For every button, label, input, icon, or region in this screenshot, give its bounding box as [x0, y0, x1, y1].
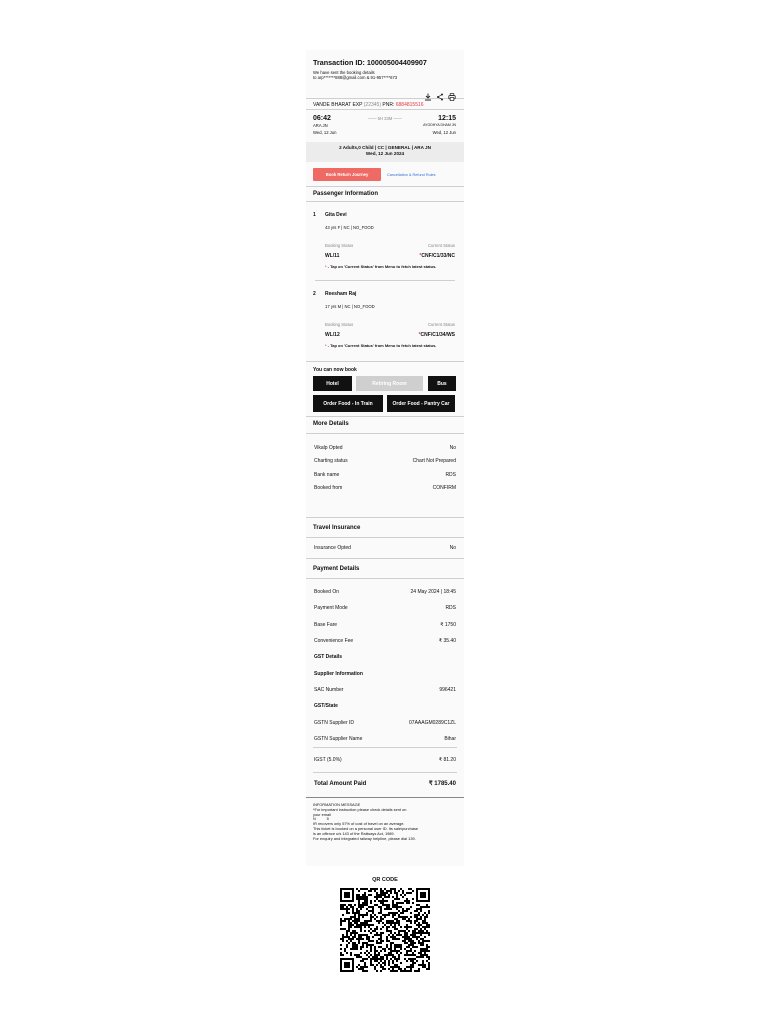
detail-label: Vikalp Opted	[314, 444, 343, 451]
info-line: IR recovers only 57% of cost of travel on an average.	[313, 821, 405, 827]
sac-label: SAC Number	[314, 686, 344, 693]
gst-details-heading	[306, 649, 464, 665]
gstn-name-row	[306, 731, 464, 747]
payment-value: ₹ 35.40	[438, 638, 456, 645]
download-icon[interactable]	[424, 88, 432, 96]
payment-label: Convenience Fee	[314, 638, 354, 645]
print-icon[interactable]	[448, 88, 456, 96]
status-note-text: - Tap on 'Current Status' from Menu to fetch latest status.	[327, 264, 437, 269]
info-line: INFORMATION MESSAGE	[313, 801, 361, 807]
info-line: is an offence u/s 143 of the Railways Act, 1989.	[313, 830, 395, 836]
sent-line-1: We have sent the booking details	[313, 70, 375, 75]
current-status-value: CNF/C1/34/WS	[420, 332, 455, 338]
train-number: (22345)	[363, 102, 381, 108]
total-label: Total Amount Paid	[314, 781, 367, 788]
order-food-train-button[interactable]: Order Food - In Train	[313, 395, 383, 412]
arrival-date: Wed, 12 Jun	[432, 130, 456, 135]
journey-summary	[306, 142, 464, 162]
detail-label: Booked from	[314, 485, 343, 492]
detail-label: Bank name	[314, 471, 340, 478]
train-row	[306, 99, 464, 109]
current-status-label: Current Status	[428, 322, 455, 327]
info-line: N 5	[313, 816, 329, 822]
current-status-label: Current Status	[428, 243, 455, 248]
hotel-button[interactable]: Hotel	[313, 376, 352, 391]
detail-value: Chart Not Prepared	[412, 458, 456, 465]
supplier-info-label: Supplier Information	[314, 670, 363, 677]
gstn-id-row	[306, 714, 464, 730]
order-food-pantry-button[interactable]: Order Food - Pantry Car	[387, 395, 455, 412]
passenger-section-header	[306, 187, 464, 201]
passenger-index: 2	[313, 291, 316, 297]
duration: —— 5H 33M ——	[368, 116, 402, 121]
payment-value: 24 May 2024 | 18:45	[410, 589, 456, 596]
passenger-details: 43 yrs F | NC | NO_FOOD	[325, 225, 374, 230]
passengers-title: Passenger Information	[313, 191, 379, 197]
share-icon[interactable]	[436, 88, 444, 96]
info-line: For enquiry and integrated railway helpline, please dial 139.	[313, 835, 416, 841]
cancellation-link[interactable]: Cancellation & Refund Rules	[387, 173, 436, 177]
total-row	[306, 773, 464, 797]
supplier-info-heading	[306, 665, 464, 681]
passenger-card	[306, 202, 464, 280]
gstn-name-value: Bihar	[444, 735, 456, 742]
book-return-button[interactable]: Book Return Journey	[313, 168, 381, 181]
sac-row	[306, 682, 464, 698]
summary-line-2: Wed, 12 Jun 2024	[365, 151, 405, 156]
insurance-title: Travel Insurance	[313, 525, 361, 531]
gstn-id-label: GSTN Supplier ID	[314, 719, 355, 726]
payment-row	[306, 584, 464, 600]
payment-header	[306, 559, 464, 578]
qr-title: QR CODE	[372, 877, 398, 883]
gstn-id-value: 07AAAGM0289C1ZL	[409, 719, 456, 726]
igst-label: IGST (5.0%)	[314, 756, 342, 763]
passenger-name: Reesham Raj	[325, 291, 357, 297]
arrival-time: 12:15	[438, 115, 456, 122]
payment-title: Payment Details	[313, 566, 360, 572]
to-station: AYODHYA DHAM JN	[423, 123, 456, 127]
sac-value: 996421	[439, 686, 456, 693]
departure-time: 06:42	[313, 115, 331, 122]
status-note: * - Tap on 'Current Status' from Menu to fetch latest status.	[325, 264, 437, 269]
book-now-section	[306, 362, 464, 416]
detail-row	[306, 455, 464, 469]
passenger-name: Gita Devi	[325, 212, 347, 218]
booking-status: WL/11	[325, 253, 340, 259]
info-line: *For important instruction please check details sent on	[313, 806, 407, 812]
booking-status: WL/12	[325, 332, 340, 338]
book-now-title: You can now book	[313, 367, 357, 373]
payment-list	[306, 579, 464, 747]
more-details-list	[306, 434, 464, 517]
igst-value: ₹ 81.20	[438, 756, 456, 763]
detail-row	[306, 482, 464, 496]
total-value: ₹ 1785.40	[428, 781, 456, 788]
status-note-text: - Tap on 'Current Status' from Menu to fetch latest status.	[327, 343, 437, 348]
bus-button[interactable]: Bus	[428, 376, 456, 391]
gstn-name-label: GSTN Supplier Name	[314, 735, 363, 742]
detail-value: No	[449, 444, 456, 451]
ticket-actions-row	[306, 86, 464, 98]
insurance-value: No	[449, 545, 456, 551]
train-name: VANDE BHARAT EXP	[313, 102, 363, 108]
more-details-title: More Details	[313, 421, 349, 427]
current-status[interactable]: *CNF/C1/33/NC	[419, 253, 455, 259]
current-status-value: CNF/C1/33/NC	[421, 253, 455, 259]
payment-label: Booked On	[314, 589, 340, 596]
qr-section	[340, 877, 430, 977]
pnr-number: 6884815516	[395, 102, 424, 108]
current-status[interactable]: *CNF/C1/34/WS	[418, 332, 455, 338]
payment-value: RDS	[445, 605, 456, 612]
ticket-card	[306, 50, 464, 866]
info-line: your email	[313, 811, 331, 817]
passenger-index: 1	[313, 212, 316, 218]
gst-state-heading	[306, 698, 464, 714]
detail-row	[306, 441, 464, 455]
departure-date: Wed, 12 Jun	[313, 130, 337, 135]
pnr-label: PNR:	[382, 102, 395, 108]
insurance-label: Insurance Opted	[314, 545, 351, 551]
return-row	[306, 162, 464, 186]
payment-label: Base Fare	[314, 621, 338, 628]
journey-times	[306, 110, 464, 142]
payment-row	[306, 600, 464, 616]
insurance-header	[306, 518, 464, 537]
sent-line-2: to arp*******888@gmail.com & 91-957****673	[313, 75, 398, 80]
transaction-id: Transaction ID: 100005004409907	[313, 58, 427, 67]
gst-details-label: GST Details	[314, 654, 343, 661]
passenger-details: 17 yrs M | NC | NO_FOOD	[325, 304, 375, 309]
booking-status-label: Booking Status	[325, 322, 354, 327]
information-message	[306, 798, 464, 866]
from-station: ARA JN	[313, 123, 328, 128]
payment-label: Payment Mode	[314, 605, 348, 612]
igst-row	[306, 748, 464, 772]
detail-row	[306, 468, 464, 482]
gst-state-label: GST/State	[314, 703, 338, 710]
info-line: This ticket is booked on a personal user ID. Its sale/purchase	[313, 825, 419, 831]
transaction-header	[306, 50, 464, 86]
more-details-header	[306, 417, 464, 433]
detail-value: RDS	[445, 471, 456, 478]
payment-row	[306, 633, 464, 649]
detail-value: CONFIRM	[432, 485, 456, 492]
passenger-card	[306, 281, 464, 361]
booking-status-label: Booking Status	[325, 243, 354, 248]
insurance-row	[306, 538, 464, 558]
qr-code	[340, 888, 430, 972]
status-note: * - Tap on 'Current Status' from Menu to fetch latest status.	[325, 343, 437, 348]
duration-text: 5H 33M	[377, 116, 393, 121]
payment-value: ₹ 1750	[440, 621, 456, 628]
summary-line-1: 2 Adults,0 Child | CC | GENERAL | ARA JN	[339, 145, 431, 150]
payment-row	[306, 617, 464, 633]
detail-label: Charting status	[314, 458, 348, 465]
retiring-room-button[interactable]: Retiring Room	[356, 376, 423, 391]
